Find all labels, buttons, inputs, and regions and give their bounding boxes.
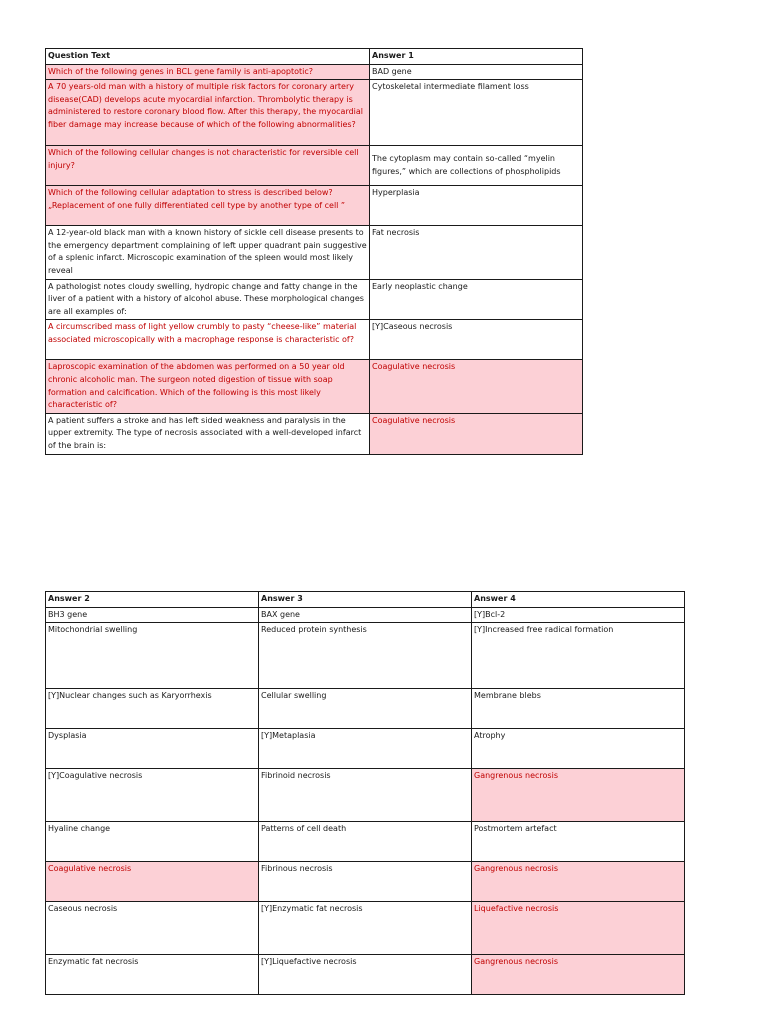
header-answer-4[interactable]: Answer 4 [472, 592, 685, 608]
answer-cell[interactable]: Fat necrosis [370, 226, 583, 279]
answer-cell[interactable]: Dysplasia [46, 729, 259, 769]
questions-table [45, 48, 583, 455]
header-row [46, 592, 685, 608]
table-row [46, 320, 583, 360]
question-cell[interactable]: A pathologist notes cloudy swelling, hydropic change and fatty change in the liver of a patient with a history of alcohol abuse. These morphological changes are all examples of: [46, 279, 370, 320]
table-row [46, 64, 583, 80]
answer-cell[interactable]: The cytoplasm may contain so-called “myelin figures,” which are collections of phospholipids [370, 146, 583, 186]
answer-cell[interactable]: Fibrinous necrosis [259, 862, 472, 902]
answer-cell[interactable]: [Y]Coagulative necrosis [46, 769, 259, 822]
answer-cell[interactable]: Gangrenous necrosis [472, 769, 685, 822]
answer-cell[interactable]: Hyperplasia [370, 186, 583, 226]
table-row [46, 186, 583, 226]
answer-cell[interactable]: Cytoskeletal intermediate filament loss [370, 80, 583, 146]
answer-cell[interactable]: Early neoplastic change [370, 279, 583, 320]
table-row [46, 413, 583, 454]
question-cell[interactable]: Which of the following cellular changes is not characteristic for reversible cell injury? [46, 146, 370, 186]
answer-cell[interactable]: [Y]Increased free radical formation [472, 623, 685, 689]
question-cell[interactable]: A 12-year-old black man with a known history of sickle cell disease presents to the emergency department complaining of left upper quadrant pain suggestive of a splenic infarct. Microscopic examination of the spleen would most likely reveal [46, 226, 370, 279]
table-row [46, 607, 685, 623]
table-row [46, 360, 583, 413]
header-answer-2[interactable]: Answer 2 [46, 592, 259, 608]
answer-cell[interactable]: Membrane blebs [472, 689, 685, 729]
answer-cell[interactable]: BAD gene [370, 64, 583, 80]
question-cell[interactable]: A circumscribed mass of light yellow crumbly to pasty “cheese-like” material associated microscopically with a macrophage response is characteristic of? [46, 320, 370, 360]
table-row [46, 226, 583, 279]
answer-cell[interactable]: BAX gene [259, 607, 472, 623]
header-question-text[interactable]: Question Text [46, 49, 370, 65]
answer-cell[interactable]: [Y]Enzymatic fat necrosis [259, 902, 472, 955]
header-row [46, 49, 583, 65]
answer-cell[interactable]: Cellular swelling [259, 689, 472, 729]
answer-cell[interactable]: [Y]Bcl-2 [472, 607, 685, 623]
table-row [46, 729, 685, 769]
table-row [46, 80, 583, 146]
answer-cell[interactable]: [Y]Caseous necrosis [370, 320, 583, 360]
answer-cell[interactable]: Patterns of cell death [259, 822, 472, 862]
table-row [46, 689, 685, 729]
answer-cell[interactable]: Fibrinoid necrosis [259, 769, 472, 822]
table-row [46, 955, 685, 995]
question-cell[interactable]: Which of the following cellular adaptation to stress is described below? „Replacement of one fully differentiated cell type by another type of cell ” [46, 186, 370, 226]
answer-cell[interactable]: BH3 gene [46, 607, 259, 623]
answer-cell[interactable]: Gangrenous necrosis [472, 862, 685, 902]
answer-cell[interactable]: Coagulative necrosis [370, 360, 583, 413]
question-cell[interactable]: Which of the following genes in BCL gene family is anti-apoptotic? [46, 64, 370, 80]
header-answer-3[interactable]: Answer 3 [259, 592, 472, 608]
answer-cell[interactable]: Atrophy [472, 729, 685, 769]
answer-cell[interactable]: [Y]Liquefactive necrosis [259, 955, 472, 995]
table-row [46, 902, 685, 955]
table-row [46, 822, 685, 862]
table-row [46, 862, 685, 902]
question-cell[interactable]: Laproscopic examination of the abdomen was performed on a 50 year old chronic alcoholic man. The surgeon noted digestion of tissue with soap formation and calcification. Which of the following is this most likely characteristic of? [46, 360, 370, 413]
answer-cell[interactable]: [Y]Metaplasia [259, 729, 472, 769]
table-row [46, 146, 583, 186]
answers-table [45, 591, 685, 995]
answer-cell[interactable]: Gangrenous necrosis [472, 955, 685, 995]
answer-cell[interactable]: Liquefactive necrosis [472, 902, 685, 955]
question-cell[interactable]: A 70 years-old man with a history of multiple risk factors for coronary artery disease(CAD) develops acute myocardial infarction. Thrombolytic therapy is administered to restore coronary blood flow. After this therapy, the myocardial fiber damage may increase because of which of the following abnormalities? [46, 80, 370, 146]
answer-cell[interactable]: Hyaline change [46, 822, 259, 862]
table-row [46, 623, 685, 689]
answer-cell[interactable]: Postmortem artefact [472, 822, 685, 862]
answer-cell[interactable]: Enzymatic fat necrosis [46, 955, 259, 995]
answer-cell[interactable]: Reduced protein synthesis [259, 623, 472, 689]
answer-cell[interactable]: Coagulative necrosis [46, 862, 259, 902]
table-row [46, 769, 685, 822]
question-cell[interactable]: A patient suffers a stroke and has left sided weakness and paralysis in the upper extremity. The type of necrosis associated with a well-developed infarct of the brain is: [46, 413, 370, 454]
table-row [46, 279, 583, 320]
header-answer-1[interactable]: Answer 1 [370, 49, 583, 65]
answer-cell[interactable]: Caseous necrosis [46, 902, 259, 955]
answer-cell[interactable]: Mitochondrial swelling [46, 623, 259, 689]
answer-cell[interactable]: Coagulative necrosis [370, 413, 583, 454]
answer-cell[interactable]: [Y]Nuclear changes such as Karyorrhexis [46, 689, 259, 729]
